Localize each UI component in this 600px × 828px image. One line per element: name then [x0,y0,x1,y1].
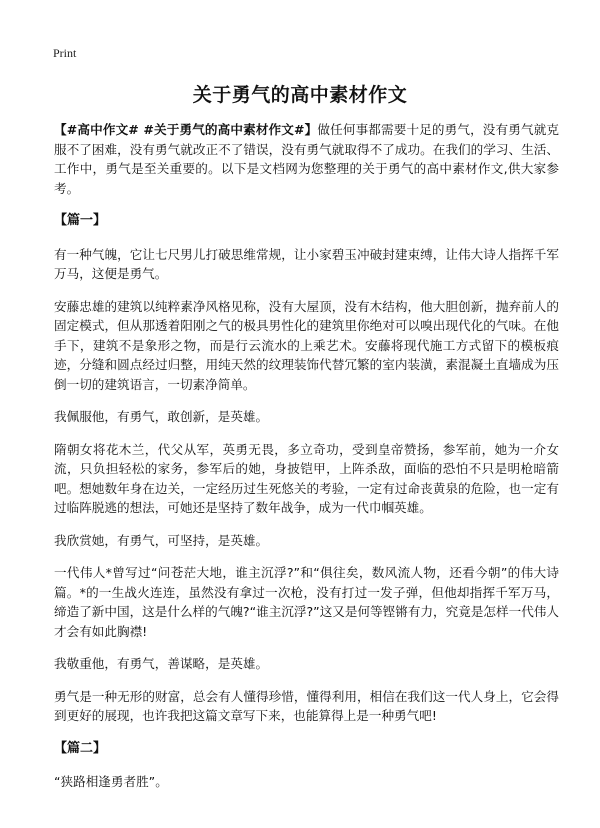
paragraph: 我敬重他，有勇气，善谋略，是英雄。 [54,656,269,671]
paragraph: 安藤忠雄的建筑以纯粹素净风格见称，没有大屋顶，没有木结构，他大胆创新，抛弃前人的固定模式，但从那透着阳刚之气的极具男性化的建筑里你绝对可以嗅出现代化的气味。在他手下，建筑不是象形之物，而是行云流水的上乘艺术。安藤将现代施工方式留下的模板痕迹，分缝和圆点经过归整，用纯天然的纹理装饰代替冗繁的室内装潢，素混凝土直墙成为压倒一切的建筑语言，一切素净简单。 [54,298,559,392]
intro-tags: 【#高中作文# #关于勇气的高中素材作文#】 [54,122,318,137]
paragraph: 我佩服他，有勇气，敢创新，是英雄。 [54,409,269,424]
page-title: 关于勇气的高中素材作文 [192,84,408,106]
article-body [54,120,559,805]
paragraph: 隋朝女将花木兰，代父从军，英勇无畏，多立奇功，受到皇帝赞扬，参军前，她为一介女流，只负担轻松的家务，参军后的她，身披铠甲，上阵杀敌，面临的恐怕不只是明枪暗箭吧。想她数年身在边关，一定经历过生死悠关的考验，一定有过命丧黄泉的危险，也一定有过临阵脱逃的想法，可她还是坚持了数年战争，成为一代巾帼英雄。 [54,441,559,515]
section-heading-1: 【篇一】 [54,213,107,228]
paragraph: “狭路相逢勇者胜”。 [54,774,168,789]
print-link[interactable]: Print [53,46,77,60]
intro-text: 做任何事都需要十足的勇气，没有勇气就克服不了困难，没有勇气就改正不了错误，没有勇气就取得不了成功。在我们的学习、生活、工作中，勇气是至关重要的。以下是文档网为您整理的关于勇气的高中素材作文,供大家参考。 [54,122,560,196]
paragraph: 有一种气魄，它让七尺男儿打破思维常规，让小家碧玉冲破封建束缚，让伟大诗人指挥千军万马，这便是勇气。 [54,246,559,281]
intro-paragraph [54,120,559,198]
paragraph: 一代伟人*曾写过“问苍茫大地，谁主沉浮?”和“俱往矣，数风流人物，还看今朝”的伟大诗篇。*的一生战火连连，虽然没有拿过一次枪，没有打过一发子弹，但他却指挥千军万马，缔造了新中国，这是什么样的气魄?“谁主沉浮?”这又是何等铿锵有力，究竟是怎样一代伟人才会有如此胸襟! [54,565,559,639]
paragraph: 勇气是一种无形的财富，总会有人懂得珍惜，懂得利用，相信在我们这一代人身上，它会得到更好的展现，也许我把这篇文章写下来，也能算得上是一种勇气吧! [54,688,559,723]
section-heading-2: 【篇二】 [54,740,107,756]
paragraph: 我欣赏她，有勇气，可坚持，是英雄。 [54,532,269,548]
